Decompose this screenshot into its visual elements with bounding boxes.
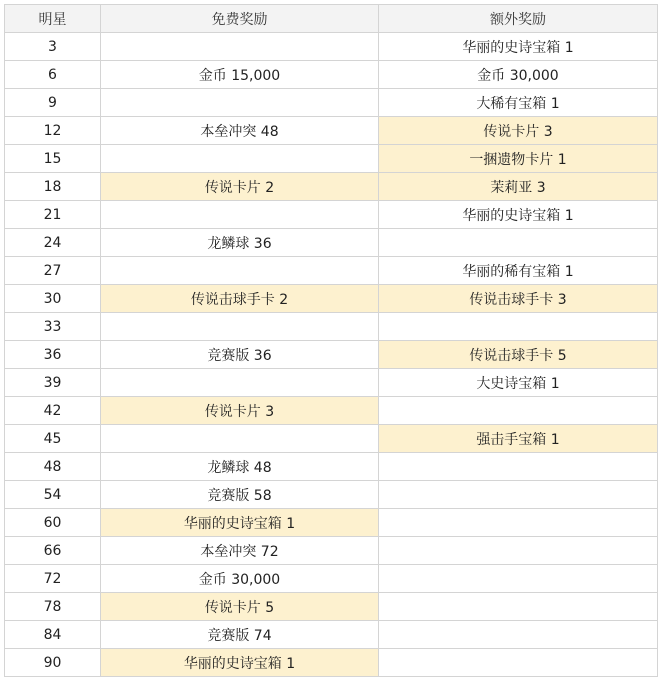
star-cell: 24 xyxy=(5,229,101,257)
free-reward-cell xyxy=(101,425,379,453)
table-row xyxy=(5,145,658,173)
star-cell: 15 xyxy=(5,145,101,173)
star-cell: 27 xyxy=(5,257,101,285)
star-cell: 33 xyxy=(5,313,101,341)
bonus-reward-cell: 华丽的史诗宝箱 1 xyxy=(379,33,658,61)
table-row xyxy=(5,341,658,369)
bonus-reward-cell: 华丽的史诗宝箱 1 xyxy=(379,201,658,229)
bonus-reward-cell xyxy=(379,621,658,649)
bonus-reward-cell xyxy=(379,537,658,565)
star-cell: 42 xyxy=(5,397,101,425)
bonus-reward-cell: 传说击球手卡 5 xyxy=(379,341,658,369)
table-row xyxy=(5,481,658,509)
bonus-reward-cell xyxy=(379,453,658,481)
star-cell: 3 xyxy=(5,33,101,61)
free-reward-cell: 竞赛版 36 xyxy=(101,341,379,369)
free-reward-cell: 金币 15,000 xyxy=(101,61,379,89)
table-row xyxy=(5,621,658,649)
table-row xyxy=(5,201,658,229)
free-reward-cell: 金币 30,000 xyxy=(101,565,379,593)
bonus-reward-cell xyxy=(379,509,658,537)
star-cell: 78 xyxy=(5,593,101,621)
table-row xyxy=(5,117,658,145)
free-reward-cell xyxy=(101,145,379,173)
free-reward-cell: 竞赛版 74 xyxy=(101,621,379,649)
free-reward-cell xyxy=(101,201,379,229)
star-cell: 18 xyxy=(5,173,101,201)
star-cell: 45 xyxy=(5,425,101,453)
free-reward-cell: 传说击球手卡 2 xyxy=(101,285,379,313)
table-row xyxy=(5,61,658,89)
free-reward-cell: 传说卡片 2 xyxy=(101,173,379,201)
bonus-reward-cell xyxy=(379,565,658,593)
free-reward-cell xyxy=(101,369,379,397)
free-reward-cell: 华丽的史诗宝箱 1 xyxy=(101,649,379,677)
star-cell: 12 xyxy=(5,117,101,145)
bonus-reward-cell xyxy=(379,397,658,425)
star-cell: 54 xyxy=(5,481,101,509)
bonus-reward-cell: 华丽的稀有宝箱 1 xyxy=(379,257,658,285)
rewards-table xyxy=(4,4,658,677)
star-cell: 9 xyxy=(5,89,101,117)
table-row xyxy=(5,537,658,565)
table-row xyxy=(5,509,658,537)
free-reward-cell xyxy=(101,33,379,61)
bonus-reward-cell: 传说击球手卡 3 xyxy=(379,285,658,313)
star-cell: 6 xyxy=(5,61,101,89)
table-row xyxy=(5,313,658,341)
free-reward-cell: 龙鳞球 36 xyxy=(101,229,379,257)
bonus-reward-cell xyxy=(379,229,658,257)
free-reward-cell: 传说卡片 5 xyxy=(101,593,379,621)
bonus-reward-cell: 茉莉亚 3 xyxy=(379,173,658,201)
star-cell: 72 xyxy=(5,565,101,593)
free-reward-cell xyxy=(101,89,379,117)
star-cell: 90 xyxy=(5,649,101,677)
bonus-reward-cell xyxy=(379,649,658,677)
table-row xyxy=(5,89,658,117)
bonus-reward-cell xyxy=(379,313,658,341)
table-row xyxy=(5,33,658,61)
free-reward-cell: 本垒冲突 72 xyxy=(101,537,379,565)
star-cell: 21 xyxy=(5,201,101,229)
free-reward-cell xyxy=(101,257,379,285)
star-cell: 36 xyxy=(5,341,101,369)
table-row xyxy=(5,257,658,285)
free-reward-cell: 龙鳞球 48 xyxy=(101,453,379,481)
table-row xyxy=(5,565,658,593)
table-row xyxy=(5,453,658,481)
bonus-reward-cell xyxy=(379,593,658,621)
table-body xyxy=(5,33,658,677)
free-reward-cell: 华丽的史诗宝箱 1 xyxy=(101,509,379,537)
table-row xyxy=(5,285,658,313)
star-cell: 84 xyxy=(5,621,101,649)
free-reward-cell xyxy=(101,313,379,341)
bonus-reward-cell: 强击手宝箱 1 xyxy=(379,425,658,453)
table-row xyxy=(5,173,658,201)
free-reward-cell: 本垒冲突 48 xyxy=(101,117,379,145)
star-cell: 30 xyxy=(5,285,101,313)
header-free-reward: 免费奖励 xyxy=(101,5,379,33)
table-row xyxy=(5,649,658,677)
bonus-reward-cell xyxy=(379,481,658,509)
free-reward-cell: 竞赛版 58 xyxy=(101,481,379,509)
table-row xyxy=(5,593,658,621)
star-cell: 60 xyxy=(5,509,101,537)
star-cell: 39 xyxy=(5,369,101,397)
table-row xyxy=(5,425,658,453)
star-cell: 66 xyxy=(5,537,101,565)
bonus-reward-cell: 大稀有宝箱 1 xyxy=(379,89,658,117)
bonus-reward-cell: 传说卡片 3 xyxy=(379,117,658,145)
table-row xyxy=(5,369,658,397)
bonus-reward-cell: 一捆遗物卡片 1 xyxy=(379,145,658,173)
table-row xyxy=(5,397,658,425)
header-bonus-reward: 额外奖励 xyxy=(379,5,658,33)
bonus-reward-cell: 金币 30,000 xyxy=(379,61,658,89)
bonus-reward-cell: 大史诗宝箱 1 xyxy=(379,369,658,397)
header-star: 明星 xyxy=(5,5,101,33)
star-cell: 48 xyxy=(5,453,101,481)
free-reward-cell: 传说卡片 3 xyxy=(101,397,379,425)
table-row xyxy=(5,229,658,257)
header-row xyxy=(5,5,658,33)
